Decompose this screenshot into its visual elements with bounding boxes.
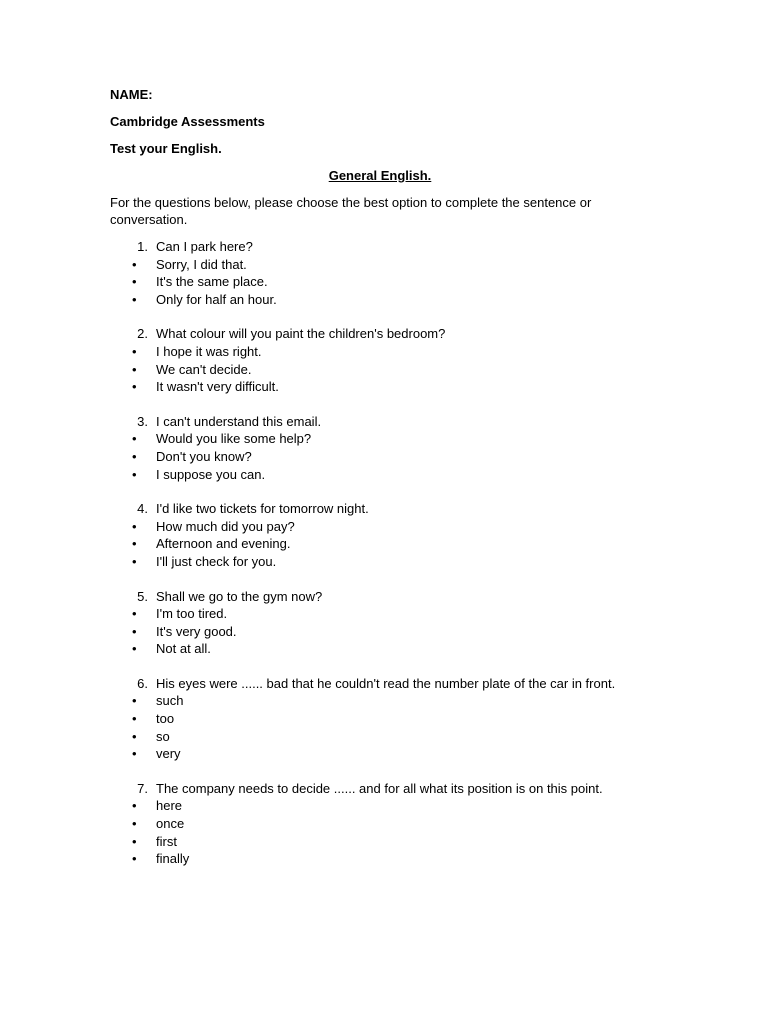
bullet-icon: •	[132, 448, 137, 464]
answer-option	[110, 797, 650, 815]
bullet-icon: •	[132, 379, 137, 395]
answer-option	[110, 291, 650, 309]
question-number: 7.	[137, 780, 148, 796]
answer-option-text: I'll just check for you.	[156, 553, 277, 569]
question-number: 3.	[137, 413, 148, 429]
question-list	[110, 238, 650, 868]
question-line	[110, 675, 650, 693]
bullet-icon: •	[132, 798, 137, 814]
bullet-icon: •	[132, 291, 137, 307]
question-item	[110, 675, 650, 763]
answer-option	[110, 850, 650, 868]
bullet-icon: •	[132, 746, 137, 762]
answer-option-text: such	[156, 693, 184, 709]
answer-option	[110, 361, 650, 379]
question-number: 2.	[137, 326, 148, 342]
answer-option	[110, 343, 650, 361]
answer-option-text: here	[156, 798, 183, 814]
answer-option-text: Don't you know?	[156, 448, 252, 464]
question-line	[110, 325, 650, 343]
bullet-icon: •	[132, 274, 137, 290]
answer-option-text: I hope it was right.	[156, 343, 262, 359]
bullet-icon: •	[132, 728, 137, 744]
answer-option	[110, 623, 650, 641]
section-title: General English.	[328, 168, 432, 183]
answer-option-text: finally	[156, 851, 190, 867]
answer-option-text: Not at all.	[156, 641, 211, 657]
answer-option	[110, 256, 650, 274]
bullet-icon: •	[132, 466, 137, 482]
name-label: NAME:	[110, 87, 153, 102]
answer-option	[110, 430, 650, 448]
bullet-icon: •	[132, 361, 137, 377]
question-number: 4.	[137, 501, 148, 517]
question-item	[110, 413, 650, 483]
answer-option	[110, 815, 650, 833]
answer-option-text: once	[156, 816, 185, 832]
question-item	[110, 238, 650, 308]
answer-option-text: too	[156, 711, 175, 727]
answer-option	[110, 833, 650, 851]
answer-option	[110, 466, 650, 484]
question-item	[110, 780, 650, 868]
question-prompt: Shall we go to the gym now?	[156, 588, 323, 604]
question-number: 5.	[137, 588, 148, 604]
answer-option	[110, 378, 650, 396]
question-prompt: What colour will you paint the children's bedroom?	[156, 326, 446, 342]
question-number: 6.	[137, 675, 148, 691]
bullet-icon: •	[132, 816, 137, 832]
answer-option-text: I'm too tired.	[156, 606, 228, 622]
document-page	[110, 86, 650, 885]
answer-option-text: very	[156, 746, 181, 762]
question-item	[110, 588, 650, 658]
answer-option	[110, 605, 650, 623]
answer-option-text: It wasn't very difficult.	[156, 379, 279, 395]
organization-heading: Cambridge Assessments	[110, 114, 265, 129]
answer-option	[110, 692, 650, 710]
bullet-icon: •	[132, 641, 137, 657]
question-prompt: His eyes were ...... bad that he couldn't read the number plate of the car in front.	[156, 675, 616, 691]
bullet-icon: •	[132, 693, 137, 709]
question-prompt: I can't understand this email.	[156, 413, 322, 429]
answer-option	[110, 273, 650, 291]
question-line	[110, 588, 650, 606]
bullet-icon: •	[132, 431, 137, 447]
answer-option	[110, 553, 650, 571]
question-prompt: Can I park here?	[156, 239, 253, 254]
answer-option-text: first	[156, 833, 177, 849]
answer-option-text: How much did you pay?	[156, 518, 295, 534]
answer-option-text: I suppose you can.	[156, 466, 266, 482]
bullet-icon: •	[132, 606, 137, 622]
bullet-icon: •	[132, 536, 137, 552]
bullet-icon: •	[132, 518, 137, 534]
bullet-icon: •	[132, 553, 137, 569]
bullet-icon: •	[132, 256, 137, 272]
question-line	[110, 780, 650, 798]
answer-option-text: Afternoon and evening.	[156, 536, 291, 552]
question-item	[110, 325, 650, 395]
bullet-icon: •	[132, 711, 137, 727]
answer-option	[110, 710, 650, 728]
answer-option	[110, 535, 650, 553]
question-prompt: I'd like two tickets for tomorrow night.	[156, 501, 369, 517]
instructions: For the questions below, please choose the best option to complete the sentence or conversation.	[110, 195, 592, 227]
answer-option-text: Would you like some help?	[156, 431, 312, 447]
question-line	[110, 500, 650, 518]
answer-option-text: It's the same place.	[156, 274, 268, 290]
answer-option-text: Only for half an hour.	[156, 291, 277, 307]
answer-option	[110, 448, 650, 466]
answer-option	[110, 728, 650, 746]
test-title: Test your English.	[110, 141, 222, 156]
question-line	[110, 238, 650, 256]
bullet-icon: •	[132, 343, 137, 359]
answer-option-text: We can't decide.	[156, 361, 252, 377]
answer-option-text: It's very good.	[156, 623, 237, 639]
bullet-icon: •	[132, 851, 137, 867]
answer-option	[110, 518, 650, 536]
answer-option	[110, 745, 650, 763]
answer-option	[110, 640, 650, 658]
bullet-icon: •	[132, 623, 137, 639]
answer-option-text: Sorry, I did that.	[156, 256, 247, 272]
question-line	[110, 413, 650, 431]
answer-option-text: so	[156, 728, 170, 744]
bullet-icon: •	[132, 833, 137, 849]
question-number: 1.	[137, 239, 148, 254]
question-item	[110, 500, 650, 570]
question-prompt: The company needs to decide ...... and for all what its position is on this point.	[156, 780, 603, 796]
